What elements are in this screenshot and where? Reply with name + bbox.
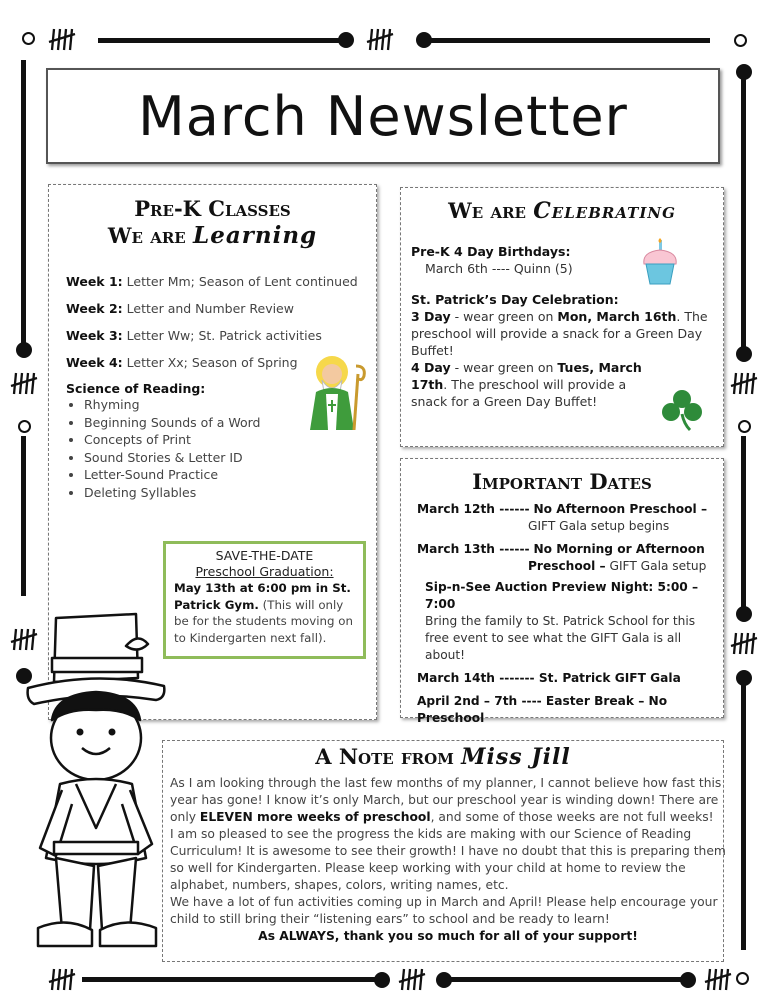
- date-row: April 2nd – 7th ---- Easter Break – No Preschool: [417, 694, 668, 725]
- page-title: March Newsletter: [138, 84, 628, 148]
- we-are-label: We are: [107, 223, 186, 248]
- teacher-name: Miss Jill: [461, 744, 571, 770]
- tally-mark-icon: [366, 26, 394, 52]
- date-row: March 14th ------- St. Patrick GIFT Gala: [417, 671, 681, 685]
- title-banner: [46, 68, 720, 164]
- learning-heading-line1: Pre-K Classes: [134, 196, 291, 221]
- tally-mark-icon: [730, 630, 758, 656]
- celebrating-heading: We are Celebrating: [448, 198, 676, 224]
- note-paragraph: As I am looking through the last few months of my planner, I cannot believe how fast this year has gone! I know it’s only March, but our preschool year is winding down! There are only ELEVEN more weeks of preschool, and some of those weeks are not full weeks!: [170, 776, 722, 824]
- preview-night: Sip-n-See Auction Preview Night: 5:00 – 7:00: [425, 580, 699, 611]
- shamrock-icon: [660, 388, 704, 432]
- tally-mark-icon: [704, 966, 732, 992]
- day4-info: 4 Day - wear green on Tues, March 17th. The preschool will provide a snack for a Green Day Buffet!: [411, 360, 642, 409]
- science-of-reading: [66, 381, 306, 501]
- sor-title: Science of Reading:: [66, 381, 206, 396]
- list-item: • Letter-Sound Practice: [84, 466, 306, 484]
- sor-list: [66, 396, 306, 501]
- tally-mark-icon: [730, 370, 758, 396]
- cupcake-icon: [640, 238, 680, 286]
- note-paragraph: We have a lot of fun activities coming up in March and April! Please help encourage your child to still bring their “listening ears” to school and be ready to learn!: [170, 895, 718, 926]
- bday-line: March 6th ---- Quinn (5): [425, 261, 573, 276]
- preview-night-text: Bring the family to St. Patrick School for this free event to see what the GIFT Gala is all about!: [425, 614, 696, 662]
- list-item: • Concepts of Print: [84, 431, 306, 449]
- tally-mark-icon: [10, 370, 38, 396]
- note-closing: As ALWAYS, thank you so much for all of your support!: [258, 929, 638, 943]
- list-item: • Sound Stories & Letter ID: [84, 449, 306, 467]
- leprechaun-kid-icon: [26, 608, 176, 963]
- stp-title: St. Patrick’s Day Celebration:: [411, 292, 619, 307]
- week-1: Week 1: Letter Mm; Season of Lent continued: [66, 274, 358, 289]
- list-item: • Rhyming: [84, 396, 306, 414]
- date-row-cont: GIFT Gala setup begins: [528, 519, 670, 533]
- tally-mark-icon: [48, 966, 76, 992]
- tally-mark-icon: [48, 26, 76, 52]
- birthdays: [411, 243, 641, 277]
- save-the-date-box: [163, 541, 366, 659]
- border-ring: [22, 32, 35, 45]
- day3-info: 3 Day - wear green on Mon, March 16th. The preschool will provide a snack for a Green Day Buffet!: [411, 309, 708, 358]
- std-text: May 13th at 6:00 pm in St. Patrick Gym. (This will only be for the students moving on to Kindergarten next fall).: [174, 581, 353, 645]
- note-paragraph: I am so pleased to see the progress the kids are making with our Science of Reading Curriculum! It is awesome to see their growth! I have no doubt that this is preparing them so well for Kindergarten. Please keep working with your child at home to review the alphabet, numbers, shapes, colors, writing names, etc.: [170, 827, 726, 892]
- date-row: March 12th ------ No Afternoon Preschool –: [417, 502, 708, 516]
- date-row-cont: Preschool – GIFT Gala setup: [528, 559, 707, 573]
- celebrating-word: Celebrating: [533, 198, 676, 224]
- std-subtitle: Preschool Graduation:: [195, 564, 334, 579]
- list-item: • Beginning Sounds of a Word: [84, 414, 306, 432]
- bday-title: Pre-K 4 Day Birthdays:: [411, 244, 571, 259]
- tally-mark-icon: [398, 966, 426, 992]
- learning-word: Learning: [193, 222, 318, 249]
- week-3: Week 3: Letter Ww; St. Patrick activities: [66, 328, 322, 343]
- std-title: SAVE-THE-DATE: [215, 548, 314, 563]
- date-row: March 13th ------ No Morning or Afternoon: [417, 542, 705, 556]
- border-ring: [734, 34, 747, 47]
- week-2: Week 2: Letter and Number Review: [66, 301, 294, 316]
- list-item: • Deleting Syllables: [84, 484, 306, 502]
- note-heading: A Note from Miss Jill: [315, 744, 571, 770]
- note-body: [170, 775, 726, 945]
- saint-patrick-icon: [302, 352, 368, 430]
- important-dates-list: [417, 501, 717, 727]
- important-heading: Important Dates: [472, 469, 652, 494]
- learning-heading-line2: [48, 222, 377, 250]
- week-4: Week 4: Letter Xx; Season of Spring: [66, 355, 298, 370]
